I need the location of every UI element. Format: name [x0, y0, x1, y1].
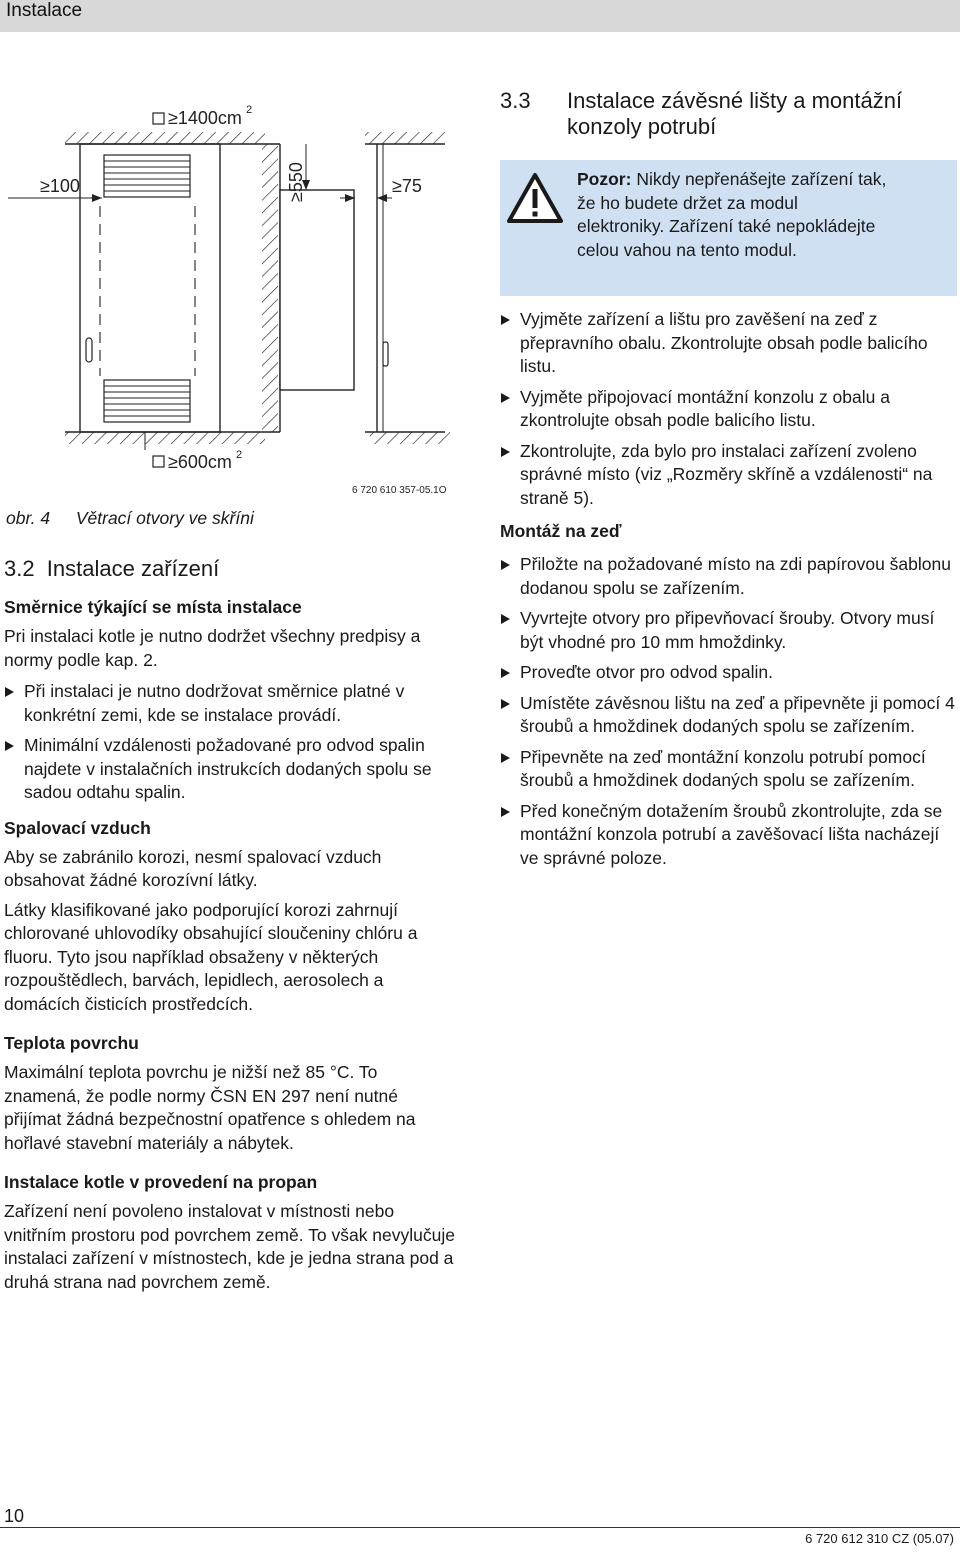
dim-550: ≥550 — [286, 162, 306, 202]
warning-icon — [506, 172, 564, 224]
subheading-placement: Směrnice týkající se místa instalace — [4, 597, 302, 617]
doc-code: 6 720 612 310 CZ (05.07) — [805, 1531, 954, 1546]
paragraph: Aby se zabránilo korozi, nesmí spalovací vzduch obsahovat žádné korozívní látky. — [4, 846, 382, 890]
list-item: Před konečným dotažením šroubů zkontrolujte, zda se montážní konzola potrubí a zavěšovací lišta nacházejí ve správné poloze. — [500, 800, 956, 871]
bullet-arrow-icon — [5, 687, 14, 697]
list-item: Přiložte na požadované místo na zdi papírovou šablonu dodanou spolu se zařízením. — [500, 553, 956, 600]
list-item: Umístěte závěsnou lištu na zeď a připevněte ji pomocí 4 šroubů a hmoždinek dodaných spolu se zařízením. — [500, 692, 956, 739]
list-item: Proveďte otvor pro odvod spalin. — [500, 661, 956, 685]
bullet-arrow-icon — [501, 560, 510, 570]
dim-bottom: ≥600cm — [168, 452, 232, 472]
list-item: Vyjměte připojovací montážní konzolu z obalu a zkontrolujte obsah podle balicího listu. — [500, 386, 956, 433]
paragraph: Pri instalaci kotle je nutno dodržet všechny predpisy a normy podle kap. 2. — [4, 626, 421, 670]
bullet-arrow-icon — [501, 807, 510, 817]
footer-divider — [0, 1527, 960, 1528]
ceiling-hatch — [65, 132, 265, 144]
bullet-arrow-icon — [501, 393, 510, 403]
heading-num: 3.3 — [500, 88, 531, 113]
boiler-side — [280, 190, 354, 390]
figure-code: 6 720 610 357-05.1O — [352, 485, 447, 496]
bullet-list — [500, 308, 956, 510]
bullet-arrow-icon — [501, 315, 510, 325]
list-item: Zkontrolujte, zda bylo pro instalaci zařízení zvoleno správné místo (viz „Rozměry skříně a vzdálenosti“ na straně 5). — [500, 440, 956, 511]
bullet-arrow-icon — [501, 614, 510, 624]
subheading-propane: Instalace kotle v provedení na propan — [4, 1172, 318, 1192]
figure-caption — [6, 508, 254, 529]
wall-hatch — [262, 144, 278, 432]
ventilation-figure — [0, 80, 460, 500]
section-3-3-heading — [500, 88, 940, 140]
dim-top: ≥1400cm — [168, 108, 242, 128]
section-3-3-body — [500, 308, 956, 877]
subheading-wall-mount: Montáž na zeď — [500, 521, 622, 541]
list-item: Při instalaci je nutno dodržovat směrnice platné v konkrétní zemi, kde se instalace provádí. — [4, 680, 456, 727]
subheading-air: Spalovací vzduch — [4, 817, 151, 838]
list-item: Vyvrtejte otvory pro připevňovací šrouby. Otvory musí být vhodné pro 10 mm hmoždinky. — [500, 607, 956, 654]
bullet-arrow-icon — [501, 668, 510, 678]
bullet-list — [500, 553, 956, 870]
caption-text: Větrací otvory ve skříni — [75, 508, 254, 528]
list-item: Vyjměte zařízení a lištu pro zavěšení na zeď z přepravního obalu. Zkontrolujte obsah podle balicího listu. — [500, 308, 956, 379]
bullet-arrow-icon — [501, 447, 510, 457]
page-header — [0, 0, 960, 32]
list-item: Minimální vzdálenosti požadované pro odvod spalin najdete v instalačních instrukcích dodaných spolu se sadou odtahu spalin. — [4, 734, 456, 805]
floor-hatch — [65, 432, 265, 444]
dim-left: ≥100 — [40, 176, 80, 196]
warning-box — [500, 160, 957, 296]
paragraph: Látky klasifikované jako podporující korozi zahrnují chlorované uhlovodíky obsahující sloučeniny chlóru a fluoru. Tyto jsou například obsaženy v některých rozpouštědlech, barvách, lepidlech, aerosolech a domácích čisticích prostředcích. — [4, 899, 418, 1014]
list-item: Připevněte na zeď montážní konzolu potrubí pomocí šroubů a hmoždinek dodaných spolu se zařízením. — [500, 746, 956, 793]
paragraph: Zařízení není povoleno instalovat v místnosti nebo vnitřním prostoru pod povrchem země. To však nevylučuje instalaci zařízení v místnostech, kde je jedna strana pod a druhá strana nad povrchem země. — [4, 1201, 455, 1292]
section-3-2 — [4, 556, 456, 1294]
page-number: 10 — [4, 1506, 25, 1526]
warning-text: Pozor: Nikdy nepřenášejte zařízení tak, že ho budete držet za modul elektroniky. Zařízení také nepokládejte celou vahou na tento modul. — [577, 169, 887, 260]
svg-text:2: 2 — [236, 449, 243, 461]
dim-75: ≥75 — [392, 176, 422, 196]
bullet-arrow-icon — [5, 741, 14, 751]
heading-text: Instalace závěsné lišty a montážní konzoly potrubí — [567, 88, 903, 139]
warning-label: Pozor: — [577, 169, 632, 189]
section-heading: 3.2 Instalace zařízení — [4, 556, 220, 581]
bullet-arrow-icon — [501, 753, 510, 763]
cabinet-handle — [86, 338, 92, 362]
paragraph: Maximální teplota povrchu je nižší než 85 °C. To znamená, že podle normy ČSN EN 297 není nutné přijímat žádná bezpečnostní opatřence s ohledem na hořlavé stavební materiály a nábytek. — [4, 1062, 416, 1153]
bullet-list — [4, 680, 456, 805]
bullet-arrow-icon — [501, 699, 510, 709]
caption-num: obr. 4 — [6, 508, 51, 528]
svg-text:2: 2 — [246, 104, 253, 116]
subheading-temperature: Teplota povrchu — [4, 1033, 139, 1053]
header-title: Instalace — [6, 0, 83, 21]
